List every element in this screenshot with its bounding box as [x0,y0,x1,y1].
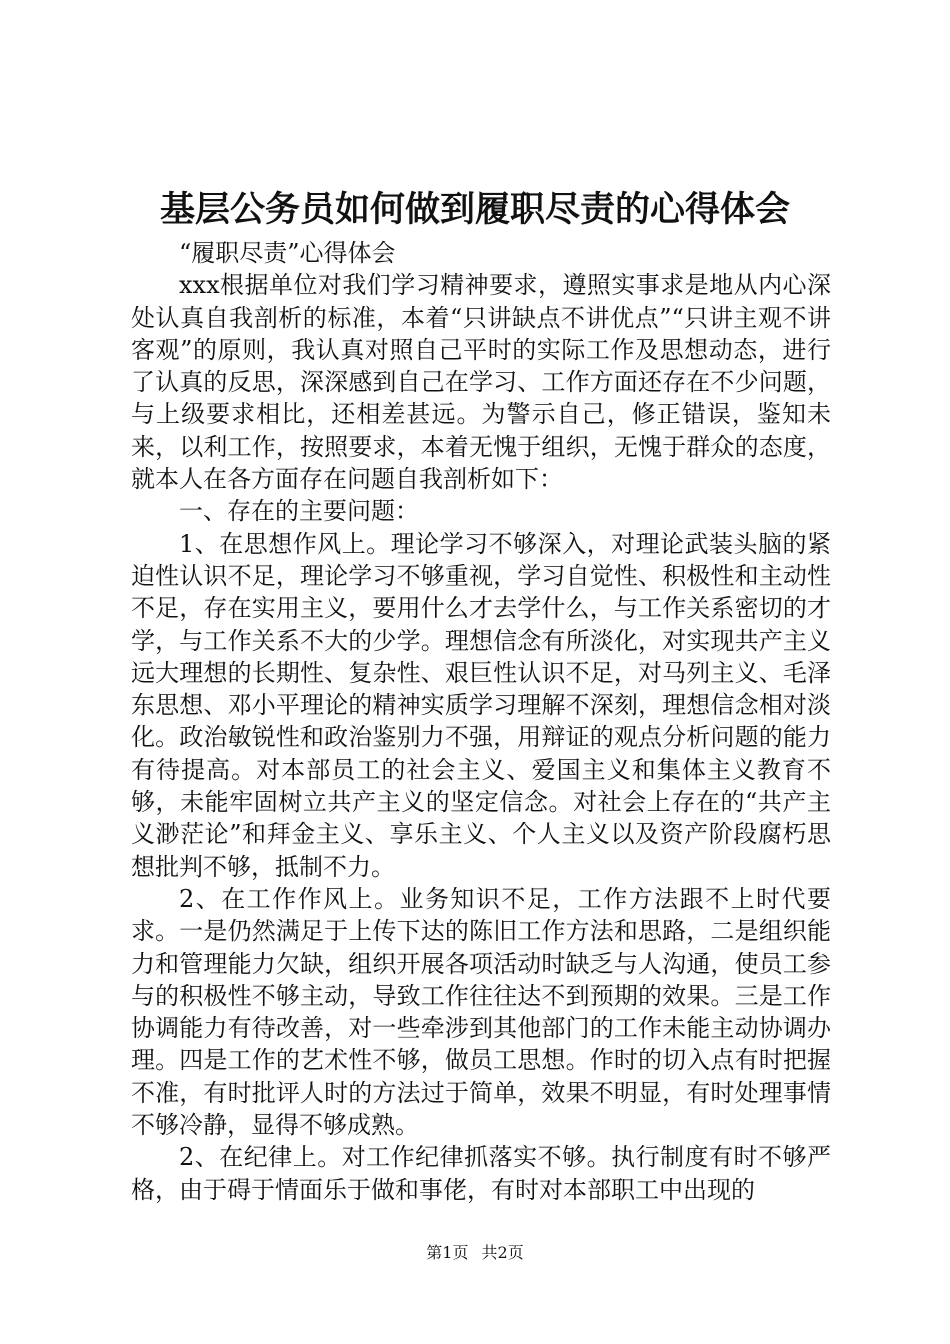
page-number: 第1页 [426,1243,469,1262]
paragraph-thought-style: 1、在思想作风上。理论学习不够深入，对理论武装头脑的紧迫性认识不足，理论学习不够重视，学习自觉性、积极性和主动性不足，存在实用主义，要用什么才去学什么，与工作关系密切的才学，与工作关系不大的少学。理想信念有所淡化，对实现共产主义远大理想的长期性、复杂性、艰巨性认识不足，对马列主义、毛泽东思想、邓小平理论的精神实质学习理解不深刻，理想信念相对淡化。政治敏锐性和政治鉴别力不强，用辩证的观点分析问题的能力有待提高。对本部员工的社会主义、爱国主义和集体主义教育不够，未能牢固树立共产主义的坚定信念。对社会上存在的“共产主义渺茫论”和拜金主义、享乐主义、个人主义以及资产阶段腐朽思想批判不够，抵制不力。 [131,529,831,881]
paragraph-discipline: 2、在纪律上。对工作纪律抓落实不够。执行制度有时不够严格，由于碍于情面乐于做和事佬，有时对本部职工中出现的 [131,1143,831,1204]
document-body [131,237,831,1206]
page-total: 共2页 [481,1243,524,1262]
paragraph-work-style: 2、在工作作风上。业务知识不足，工作方法跟不上时代要求。一是仍然满足于上传下达的陈旧工作方法和思路，二是组织能力和管理能力欠缺，组织开展各项活动时缺乏与人沟通，使员工参与的积极性不够主动，导致工作往往达不到预期的效果。三是工作协调能力有待改善，对一些牵涉到其他部门的工作未能主动协调办理。四是工作的艺术性不够，做员工思想。作时的切入点有时把握不准，有时批评人时的方法过于简单，效果不明显，有时处理事情不够冷静，显得不够成熟。 [131,884,831,1140]
subtitle-paragraph: “履职尽责”心得体会 [179,239,396,267]
page-footer [0,1242,950,1264]
section-heading: 一、存在的主要问题： [179,497,419,526]
intro-paragraph: xxx根据单位对我们学习精神要求，遵照实事求是地从内心深处认真自我剖析的标准，本着“只讲缺点不讲优点”“只讲主观不讲客观”的原则，我认真对照自己平时的实际工作及思想动态，进行了认真的反思，深深感到自己在学习、工作方面还存在不少问题，与上级要求相比，还相差甚远。为警示自己，修正错误，鉴知未来，以利工作，按照要求，本着无愧于组织，无愧于群众的态度，就本人在各方面存在问题自我剖析如下： [131,271,831,494]
document-title: 基层公务员如何做到履职尽责的心得体会 [159,189,790,230]
